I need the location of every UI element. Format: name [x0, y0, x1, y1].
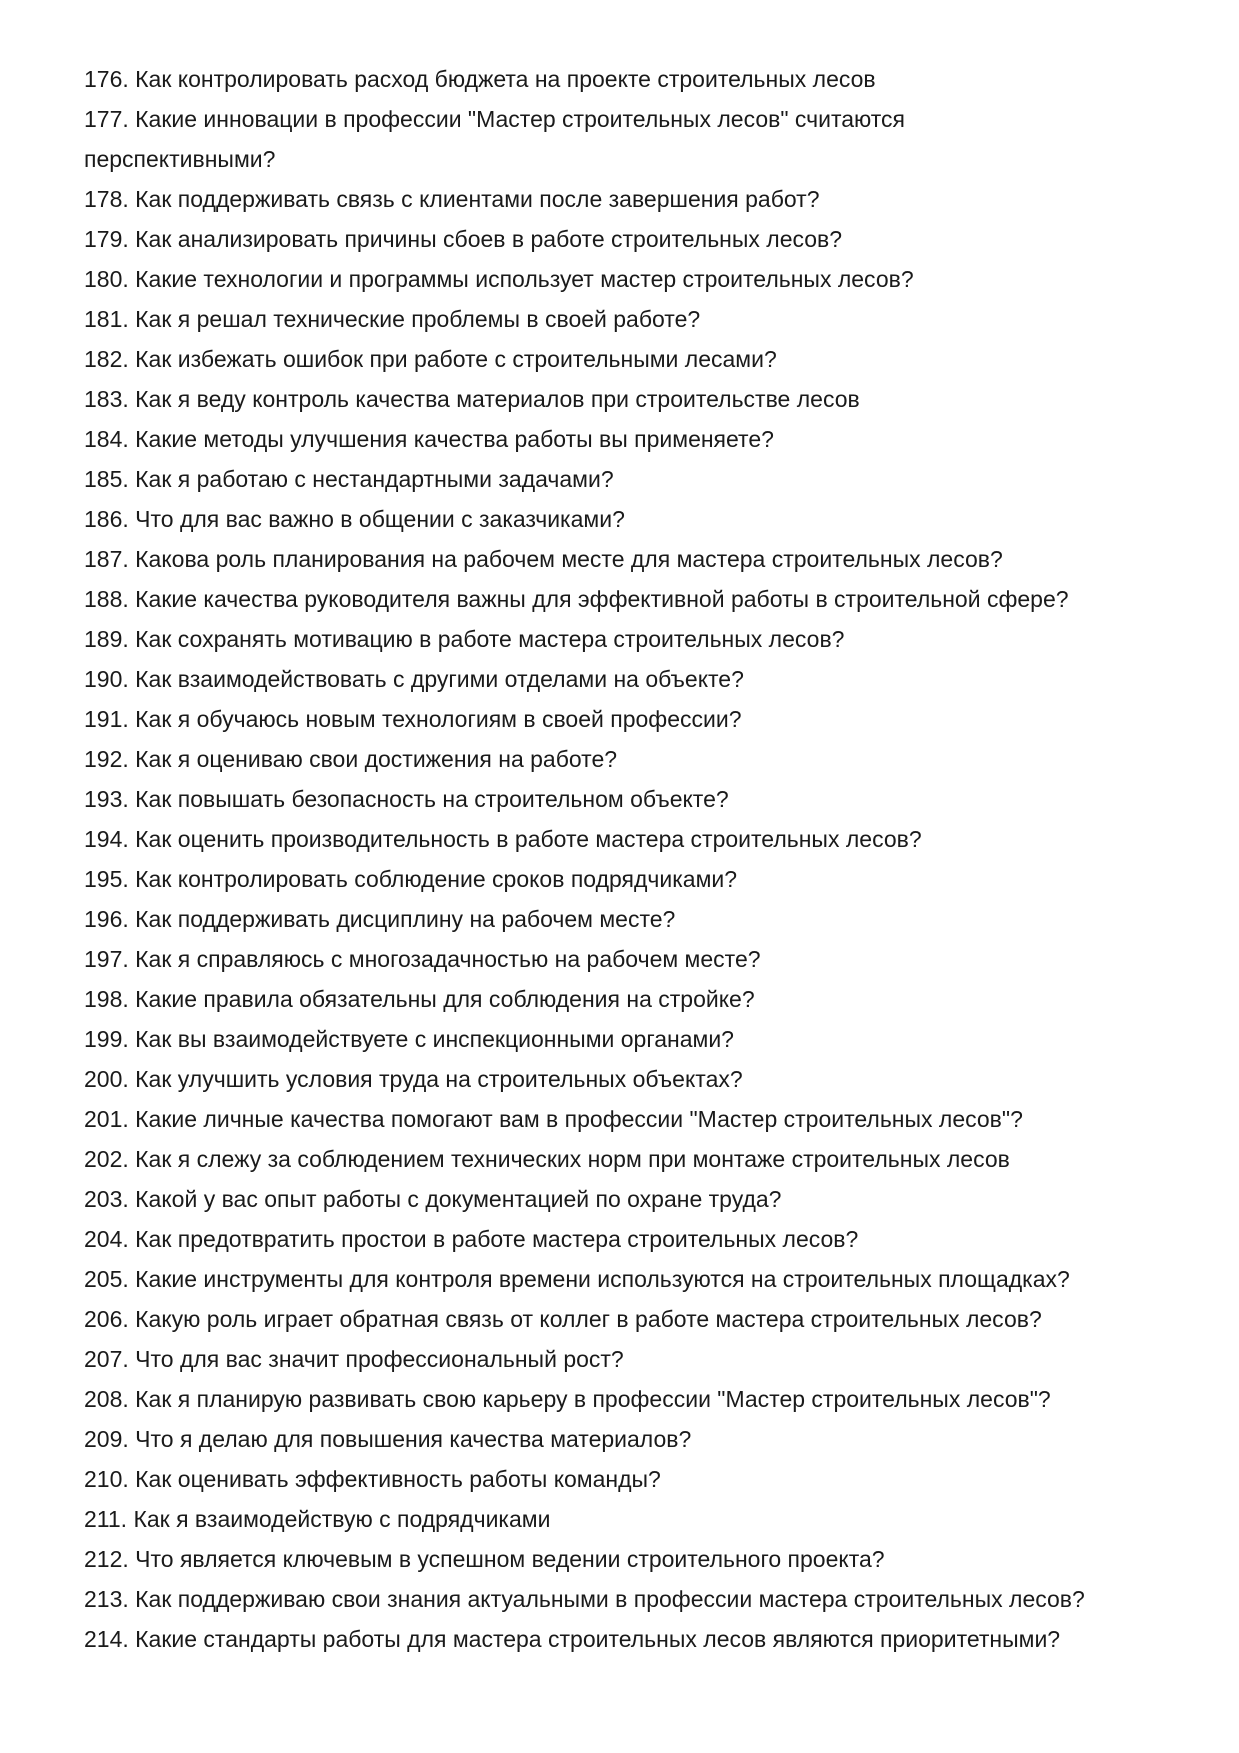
list-item: 207. Что для вас значит профессиональный рост? — [84, 1346, 624, 1372]
list-item: 206. Какую роль играет обратная связь от коллег в работе мастера строительных лесов? — [84, 1306, 1042, 1332]
list-item: 188. Какие качества руководителя важны для эффективной работы в строительной сфере? — [84, 586, 1069, 612]
list-item: 176. Как контролировать расход бюджета на проекте строительных лесов — [84, 66, 876, 92]
list-item: 200. Как улучшить условия труда на строительных объектах? — [84, 1066, 743, 1092]
list-item: 211. Как я взаимодействую с подрядчиками — [84, 1506, 551, 1532]
list-item: 198. Какие правила обязательны для соблюдения на стройке? — [84, 986, 755, 1012]
list-item: 202. Как я слежу за соблюдением технических норм при монтаже строительных лесов — [84, 1146, 1010, 1172]
list-item: 196. Как поддерживать дисциплину на рабочем месте? — [84, 906, 676, 932]
list-item: 210. Как оценивать эффективность работы команды? — [84, 1466, 661, 1492]
list-item: 181. Как я решал технические проблемы в своей работе? — [84, 306, 701, 332]
list-item: 182. Как избежать ошибок при работе с строительными лесами? — [84, 346, 777, 372]
list-item: 199. Как вы взаимодействуете с инспекционными органами? — [84, 1026, 734, 1052]
list-item: 194. Как оценить производительность в работе мастера строительных лесов? — [84, 826, 922, 852]
list-item: 184. Какие методы улучшения качества работы вы применяете? — [84, 426, 774, 452]
list-item: 205. Какие инструменты для контроля времени используются на строительных площадках? — [84, 1266, 1070, 1292]
list-item: 187. Какова роль планирования на рабочем месте для мастера строительных лесов? — [84, 546, 1003, 572]
list-item: 197. Как я справляюсь с многозадачностью на рабочем месте? — [84, 946, 761, 972]
list-item: 212. Что является ключевым в успешном ведении строительного проекта? — [84, 1546, 885, 1572]
list-item: 191. Как я обучаюсь новым технологиям в своей профессии? — [84, 706, 742, 732]
list-item: 209. Что я делаю для повышения качества материалов? — [84, 1426, 692, 1452]
list-item: 177. Какие инновации в профессии "Мастер строительных лесов" считаются перспективными? — [84, 106, 906, 172]
list-item: 192. Как я оцениваю свои достижения на работе? — [84, 746, 618, 772]
question-list — [84, 59, 1184, 1659]
list-item: 179. Как анализировать причины сбоев в работе строительных лесов? — [84, 226, 843, 252]
list-item: 180. Какие технологии и программы использует мастер строительных лесов? — [84, 266, 914, 292]
list-item: 189. Как сохранять мотивацию в работе мастера строительных лесов? — [84, 626, 845, 652]
list-item: 204. Как предотвратить простои в работе мастера строительных лесов? — [84, 1226, 859, 1252]
list-item: 185. Как я работаю с нестандартными задачами? — [84, 466, 614, 492]
list-item: 190. Как взаимодействовать с другими отделами на объекте? — [84, 666, 744, 692]
list-item: 208. Как я планирую развивать свою карьеру в профессии "Мастер строительных лесов"? — [84, 1386, 1051, 1412]
list-item: 195. Как контролировать соблюдение сроков подрядчиками? — [84, 866, 738, 892]
list-item: 186. Что для вас важно в общении с заказчиками? — [84, 506, 625, 532]
list-item: 183. Как я веду контроль качества материалов при строительстве лесов — [84, 386, 860, 412]
list-item: 213. Как поддерживаю свои знания актуальными в профессии мастера строительных лесов? — [84, 1586, 1085, 1612]
list-item: 214. Какие стандарты работы для мастера строительных лесов являются приоритетными? — [84, 1626, 1061, 1652]
list-item: 178. Как поддерживать связь с клиентами после завершения работ? — [84, 186, 820, 212]
list-item: 193. Как повышать безопасность на строительном объекте? — [84, 786, 729, 812]
list-item: 201. Какие личные качества помогают вам в профессии "Мастер строительных лесов"? — [84, 1106, 1023, 1132]
list-item: 203. Какой у вас опыт работы с документацией по охране труда? — [84, 1186, 782, 1212]
